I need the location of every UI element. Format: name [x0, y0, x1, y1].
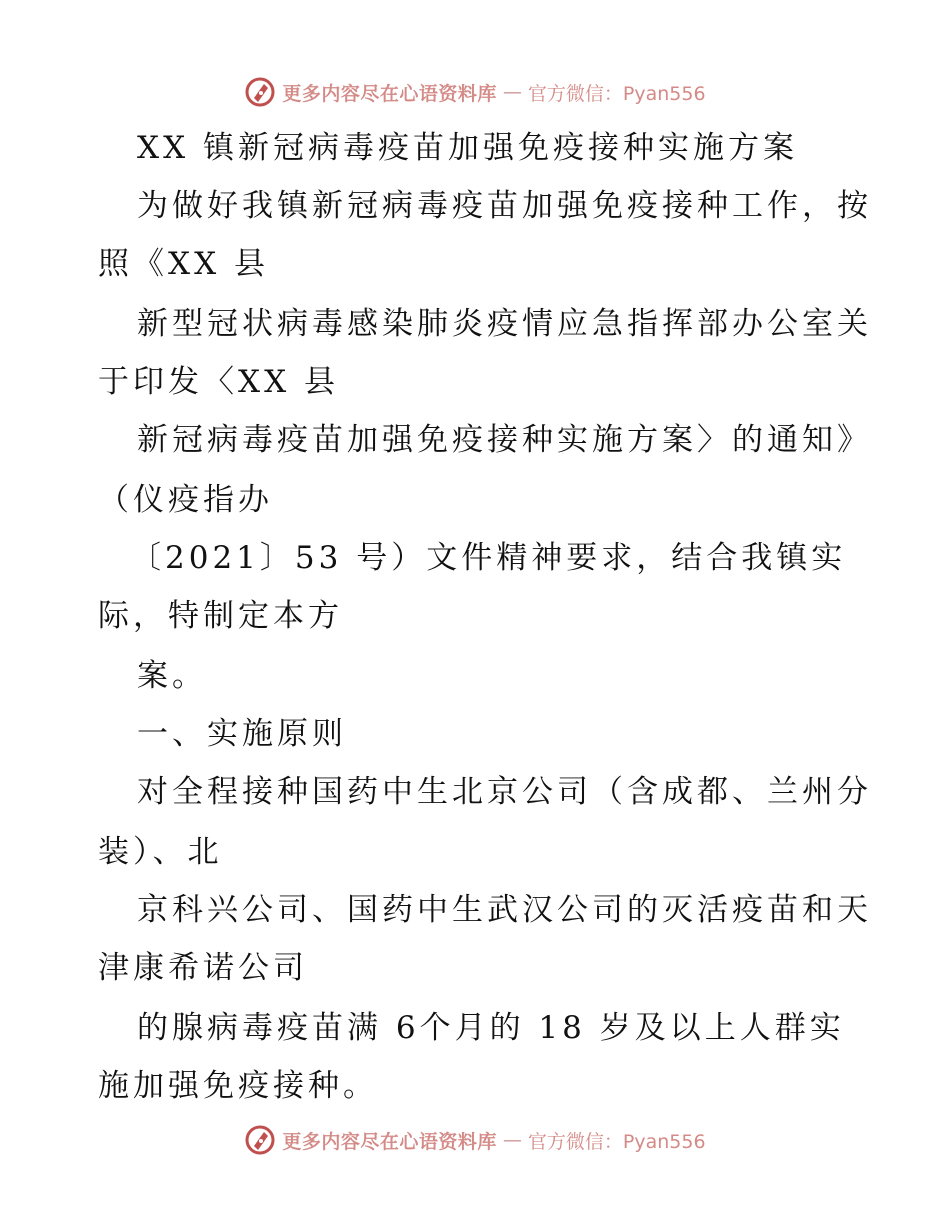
doc-line: 于印发〈XX 县 — [98, 364, 339, 400]
doc-line: 际，特制定本方 — [98, 598, 343, 634]
watermark-header — [0, 72, 950, 112]
doc-line: 的腺病毒疫苗满 6个月的 18 岁及以上人群实 — [137, 1010, 845, 1046]
doc-line: 〔2021〕53 号）文件精神要求，结合我镇实 — [130, 540, 847, 576]
doc-line: 津康希诺公司 — [98, 950, 308, 986]
doc-line: 京科兴公司、国药中生武汉公司的灭活疫苗和天 — [137, 892, 872, 928]
doc-line: 新冠病毒疫苗加强免疫接种实施方案〉的通知》 — [137, 422, 872, 458]
pen-nib-circle-icon — [244, 76, 276, 108]
pen-nib-circle-icon — [244, 1124, 276, 1156]
doc-line: 照《XX 县 — [98, 246, 269, 282]
doc-line: （仪疫指办 — [98, 482, 273, 518]
watermark-separator: — — [502, 81, 522, 103]
doc-line: 为做好我镇新冠病毒疫苗加强免疫接种工作，按 — [137, 188, 872, 224]
watermark-footer — [0, 1120, 950, 1160]
doc-line: 对全程接种国药中生北京公司（含成都、兰州分 — [137, 774, 872, 810]
watermark-text: 更多内容尽在心语资料库 — [282, 82, 497, 105]
section-heading: 一、实施原则 — [137, 716, 347, 752]
doc-line: 施加强免疫接种。 — [98, 1068, 378, 1104]
watermark-separator: — — [502, 1129, 522, 1151]
watermark-text: 更多内容尽在心语资料库 — [282, 1130, 497, 1153]
doc-line: 装）、北 — [98, 834, 223, 870]
watermark-contact: 官方微信：Pyan556 — [527, 1130, 706, 1153]
doc-line: 案。 — [137, 658, 207, 694]
doc-line: 新型冠状病毒感染肺炎疫情应急指挥部办公室关 — [137, 306, 872, 342]
watermark-contact: 官方微信：Pyan556 — [527, 82, 706, 105]
doc-title: XX 镇新冠病毒疫苗加强免疫接种实施方案 — [137, 130, 798, 166]
